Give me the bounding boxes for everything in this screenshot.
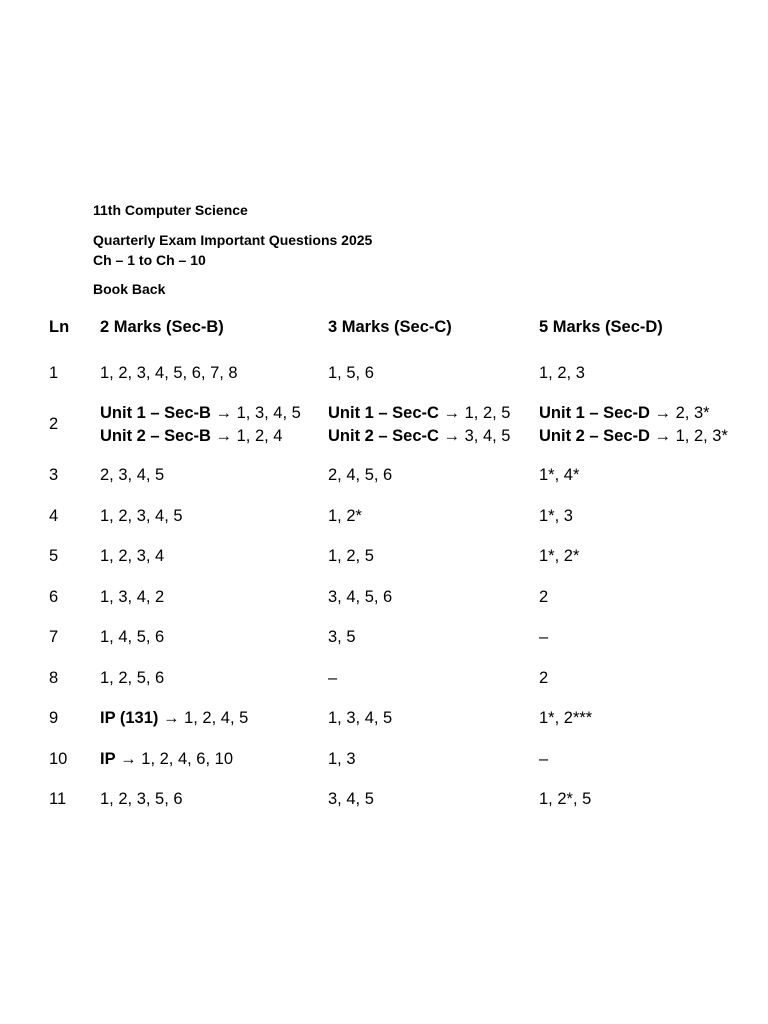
three-marks-cell: 3, 4, 5 [328, 790, 374, 809]
lesson-number: 2 [49, 415, 59, 433]
three-marks-cell: 1, 3, 4, 5 [328, 709, 393, 728]
unit-label: Unit 1 – Sec-B [100, 403, 211, 422]
unit-values: → 1, 3, 4, 5 [210, 403, 301, 422]
table-row [49, 658, 768, 699]
unit-values: → 3, 4, 5 [438, 426, 511, 445]
unit-values: → 2, 3* [649, 403, 710, 422]
two-marks-cell: 1, 2, 3, 4, 5 [100, 506, 183, 525]
unit-1-line [100, 402, 328, 425]
column-header-ln: Ln [49, 317, 70, 336]
ip-label: IP (131) [100, 709, 159, 728]
unit-2-line [539, 425, 768, 448]
table-row [49, 537, 768, 578]
three-marks-cell: 2, 4, 5, 6 [328, 466, 393, 485]
three-marks-cell: 1, 2, 5 [328, 547, 374, 566]
table-row [49, 618, 768, 659]
ip-label: IP [100, 749, 116, 768]
two-marks-cell: 1, 3, 4, 2 [100, 587, 165, 606]
unit-label: Unit 2 – Sec-B [100, 426, 211, 445]
table-row [49, 353, 768, 394]
lesson-number: 11 [49, 790, 67, 809]
questions-table [49, 313, 768, 820]
five-marks-cell: – [539, 749, 549, 768]
table-row [49, 577, 768, 618]
chapter-range: Ch – 1 to Ch – 10 [93, 252, 206, 268]
table-row [49, 739, 768, 780]
three-marks-cell: 1, 2* [328, 506, 362, 525]
three-marks-cell [328, 402, 539, 448]
unit-values: → 1, 2, 3* [649, 426, 728, 445]
lesson-number: 9 [49, 709, 59, 728]
unit-2-line [100, 425, 328, 448]
lesson-number: 6 [49, 587, 59, 606]
lesson-number: 3 [49, 466, 59, 485]
unit-label: Unit 1 – Sec-D [539, 403, 650, 422]
five-marks-cell: 1, 2, 3 [539, 363, 585, 382]
lesson-number: 1 [49, 363, 59, 382]
two-marks-cell: 1, 2, 5, 6 [100, 668, 165, 687]
unit-label: Unit 1 – Sec-C [328, 403, 439, 422]
five-marks-cell: 2 [539, 668, 549, 687]
section-label: Book Back [93, 281, 166, 297]
column-header-5-marks: 5 Marks (Sec-D) [539, 317, 663, 336]
five-marks-cell: – [539, 628, 549, 647]
table-row [49, 699, 768, 740]
ip-values: → 1, 2, 4, 5 [158, 709, 249, 728]
five-marks-cell [539, 402, 768, 448]
two-marks-cell: 1, 2, 3, 4 [100, 547, 165, 566]
table-row [49, 496, 768, 537]
five-marks-cell: 2 [539, 587, 549, 606]
table-row [49, 394, 768, 456]
table-row [49, 456, 768, 497]
five-marks-cell: 1, 2*, 5 [539, 790, 592, 809]
two-marks-cell [100, 709, 328, 728]
two-marks-cell: 1, 2, 3, 5, 6 [100, 790, 183, 809]
exam-title: Quarterly Exam Important Questions 2025 [93, 232, 373, 248]
two-marks-cell [100, 750, 328, 769]
unit-1-line [328, 402, 539, 425]
lesson-number: 5 [49, 547, 59, 566]
column-header-2-marks: 2 Marks (Sec-B) [100, 317, 224, 336]
unit-label: Unit 2 – Sec-C [328, 426, 439, 445]
ip-values: → 1, 2, 4, 6, 10 [115, 749, 233, 768]
unit-values: → 1, 2, 4 [210, 426, 283, 445]
unit-2-line [328, 425, 539, 448]
three-marks-cell: – [328, 668, 338, 687]
unit-1-line [539, 402, 768, 425]
lesson-number: 4 [49, 506, 59, 525]
three-marks-cell: 1, 5, 6 [328, 363, 374, 382]
five-marks-cell: 1*, 2*** [539, 709, 593, 728]
lesson-number: 10 [49, 749, 68, 768]
two-marks-cell: 1, 2, 3, 4, 5, 6, 7, 8 [100, 363, 238, 382]
table-header-row [49, 313, 768, 341]
three-marks-cell: 3, 4, 5, 6 [328, 587, 393, 606]
lesson-number: 7 [49, 628, 59, 647]
table-row [49, 780, 768, 821]
unit-label: Unit 2 – Sec-D [539, 426, 650, 445]
column-header-3-marks: 3 Marks (Sec-C) [328, 317, 452, 336]
three-marks-cell: 3, 5 [328, 628, 356, 647]
two-marks-cell: 2, 3, 4, 5 [100, 466, 165, 485]
two-marks-cell [100, 402, 328, 448]
five-marks-cell: 1*, 3 [539, 506, 573, 525]
five-marks-cell: 1*, 2* [539, 547, 580, 566]
lesson-number: 8 [49, 668, 59, 687]
two-marks-cell: 1, 4, 5, 6 [100, 628, 165, 647]
course-title: 11th Computer Science [93, 202, 248, 218]
five-marks-cell: 1*, 4* [539, 466, 580, 485]
three-marks-cell: 1, 3 [328, 749, 356, 768]
unit-values: → 1, 2, 5 [438, 403, 511, 422]
